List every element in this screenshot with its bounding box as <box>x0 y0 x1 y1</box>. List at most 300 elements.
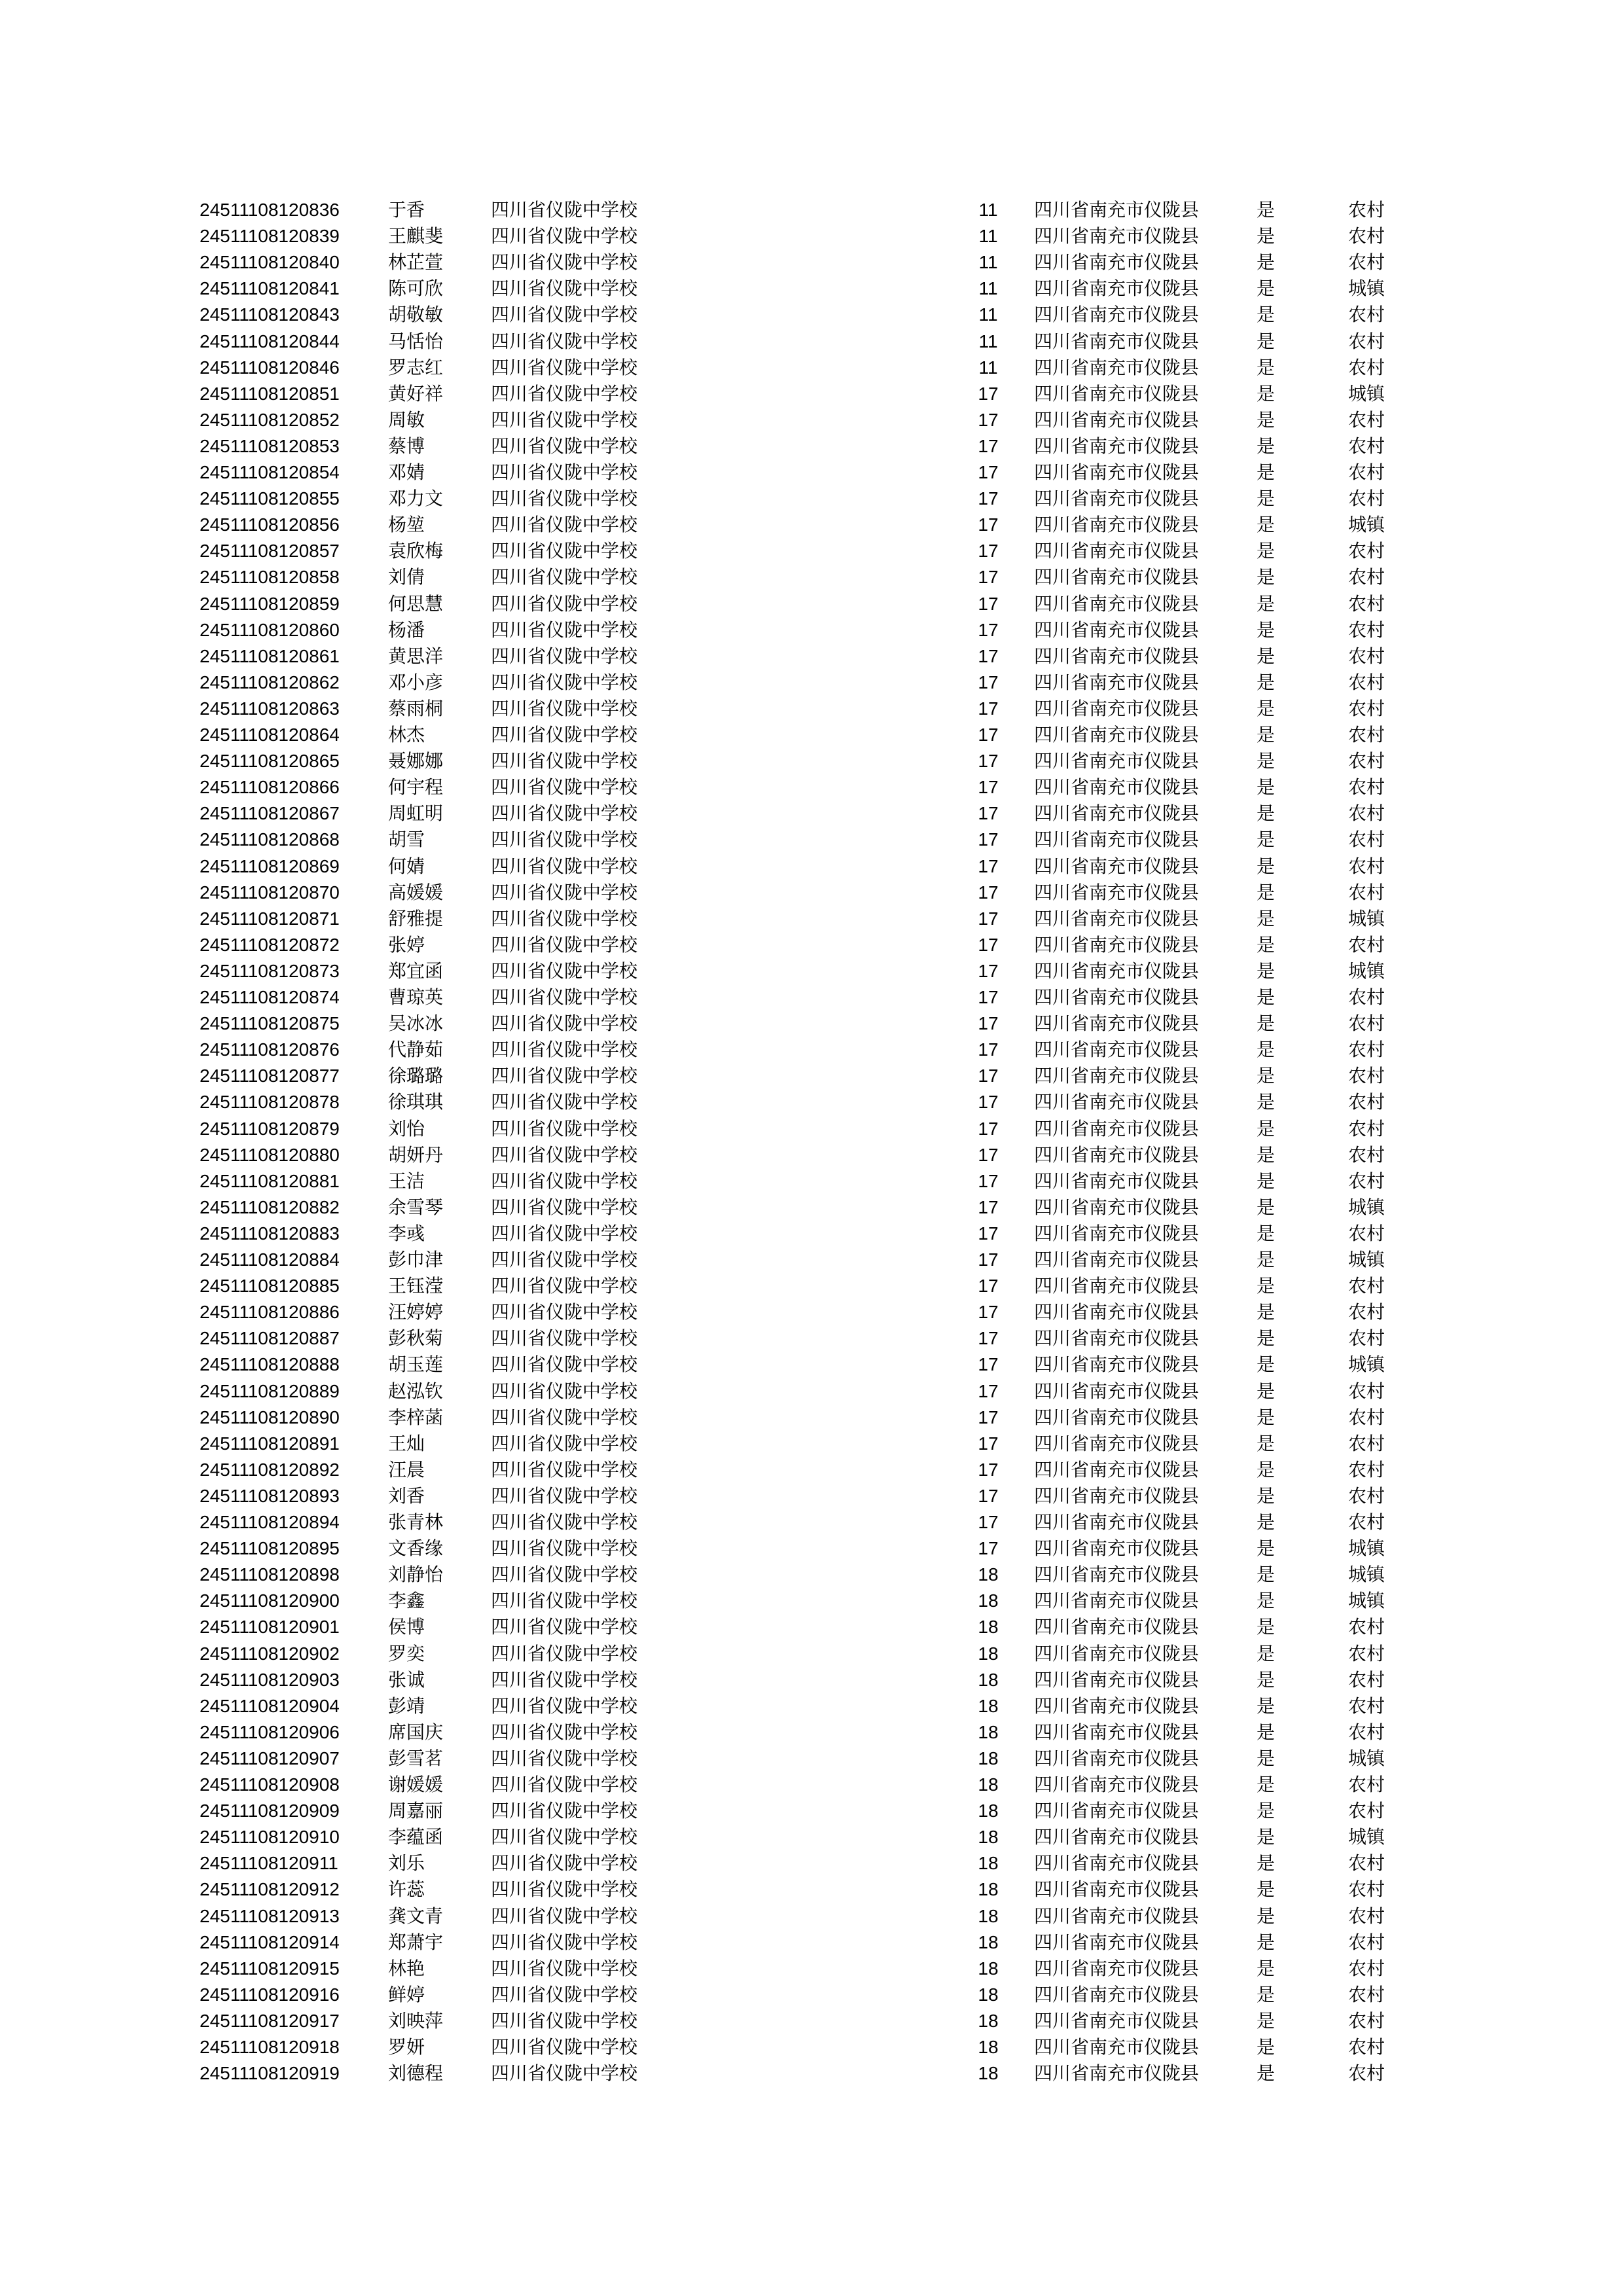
residence-type: 农村 <box>1348 1668 1385 1691</box>
student-id: 24511108120918 <box>200 2037 340 2057</box>
table-row <box>0 1405 1623 1431</box>
home-address: 四川省南充市仪陇县 <box>1034 514 1200 536</box>
student-id: 24511108120878 <box>200 1092 340 1113</box>
student-name: 何宇程 <box>388 776 444 798</box>
residence-type: 农村 <box>1348 1695 1385 1717</box>
student-name: 杨潘 <box>388 619 425 641</box>
grade-code: 18 <box>978 1879 999 1900</box>
student-id: 24511108120873 <box>200 960 340 981</box>
eligible-flag: 是 <box>1257 1143 1275 1166</box>
home-address: 四川省南充市仪陇县 <box>1034 802 1200 825</box>
residence-type: 农村 <box>1348 566 1385 588</box>
grade-code: 17 <box>978 1538 999 1559</box>
residence-type: 农村 <box>1348 1931 1385 1953</box>
table-row <box>0 1956 1623 1982</box>
student-name: 文香缘 <box>388 1537 444 1560</box>
eligible-flag: 是 <box>1257 2009 1275 2032</box>
home-address: 四川省南充市仪陇县 <box>1034 1957 1200 1979</box>
eligible-flag: 是 <box>1257 1590 1275 1612</box>
student-id: 24511108120872 <box>200 934 340 955</box>
eligible-flag: 是 <box>1257 2062 1275 2085</box>
grade-code: 17 <box>978 1249 999 1270</box>
eligible-flag: 是 <box>1257 907 1275 929</box>
student-name: 刘香 <box>388 1484 425 1507</box>
table-row <box>0 984 1623 1011</box>
table-row <box>0 1562 1623 1588</box>
student-id: 24511108120854 <box>200 462 340 482</box>
residence-type: 农村 <box>1348 724 1385 745</box>
home-address: 四川省南充市仪陇县 <box>1034 1327 1200 1350</box>
eligible-flag: 是 <box>1257 1249 1275 1270</box>
home-address: 四川省南充市仪陇县 <box>1034 776 1200 798</box>
home-address: 四川省南充市仪陇县 <box>1034 1747 1200 1769</box>
student-name: 罗奕 <box>388 1642 425 1664</box>
table-row <box>0 276 1623 302</box>
residence-type: 农村 <box>1348 1432 1385 1454</box>
grade-code: 18 <box>978 1669 999 1690</box>
student-id: 24511108120836 <box>200 200 340 220</box>
table-row <box>0 1483 1623 1509</box>
student-name: 谢媛媛 <box>388 1774 444 1795</box>
home-address: 四川省南充市仪陇县 <box>1034 225 1200 247</box>
home-address: 四川省南充市仪陇县 <box>1034 933 1200 956</box>
home-address: 四川省南充市仪陇县 <box>1034 1301 1200 1323</box>
home-address: 四川省南充市仪陇县 <box>1034 645 1200 667</box>
table-row <box>0 1824 1623 1850</box>
student-name: 郑萧宇 <box>388 1931 444 1953</box>
grade-code: 17 <box>978 1512 999 1532</box>
school-name: 四川省仪陇中学校 <box>491 1275 638 1297</box>
grade-code: 17 <box>978 1013 999 1034</box>
student-name: 汪婷婷 <box>388 1301 444 1323</box>
residence-type: 农村 <box>1348 304 1385 326</box>
school-name: 四川省仪陇中学校 <box>491 881 638 903</box>
student-name: 刘怡 <box>388 1117 425 1139</box>
home-address: 四川省南充市仪陇县 <box>1034 1642 1200 1664</box>
eligible-flag: 是 <box>1257 1511 1275 1533</box>
eligible-flag: 是 <box>1257 829 1275 851</box>
table-row <box>0 459 1623 486</box>
residence-type: 农村 <box>1348 1275 1385 1297</box>
student-id: 24511108120908 <box>200 1774 340 1795</box>
student-name: 李梓菡 <box>388 1406 444 1428</box>
student-id: 24511108120919 <box>200 2063 340 2084</box>
school-name: 四川省仪陇中学校 <box>491 251 638 274</box>
eligible-flag: 是 <box>1257 1091 1275 1113</box>
school-name: 四川省仪陇中学校 <box>491 1065 638 1087</box>
home-address: 四川省南充市仪陇县 <box>1034 435 1200 457</box>
residence-type: 农村 <box>1348 1878 1385 1901</box>
student-name: 李蕴函 <box>388 1826 444 1848</box>
student-id: 24511108120886 <box>200 1302 340 1323</box>
residence-type: 农村 <box>1348 776 1385 798</box>
home-address: 四川省南充市仪陇县 <box>1034 1564 1200 1586</box>
home-address: 四川省南充市仪陇县 <box>1034 408 1200 431</box>
eligible-flag: 是 <box>1257 855 1275 877</box>
grade-code: 17 <box>978 777 999 798</box>
grade-code: 11 <box>978 304 998 325</box>
grade-code: 18 <box>978 1590 999 1611</box>
home-address: 四川省南充市仪陇县 <box>1034 1013 1200 1035</box>
residence-type: 农村 <box>1348 829 1385 851</box>
residence-type: 农村 <box>1348 933 1385 956</box>
home-address: 四川省南充市仪陇县 <box>1034 1432 1200 1454</box>
school-name: 四川省仪陇中学校 <box>491 461 638 483</box>
residence-type: 农村 <box>1348 1065 1385 1087</box>
eligible-flag: 是 <box>1257 802 1275 825</box>
home-address: 四川省南充市仪陇县 <box>1034 960 1200 982</box>
student-id: 24511108120861 <box>200 645 340 666</box>
eligible-flag: 是 <box>1257 1721 1275 1743</box>
school-name: 四川省仪陇中学校 <box>491 1380 638 1402</box>
student-name: 侯博 <box>388 1616 425 1638</box>
student-id: 24511108120840 <box>200 252 340 273</box>
school-name: 四川省仪陇中学校 <box>491 671 638 693</box>
eligible-flag: 是 <box>1257 697 1275 719</box>
student-id: 24511108120885 <box>200 1276 340 1297</box>
school-name: 四川省仪陇中学校 <box>491 1117 638 1139</box>
school-name: 四川省仪陇中学校 <box>491 1170 638 1192</box>
student-id: 24511108120891 <box>200 1433 340 1454</box>
eligible-flag: 是 <box>1257 1564 1275 1586</box>
student-name: 胡玉莲 <box>388 1354 444 1376</box>
home-address: 四川省南充市仪陇县 <box>1034 2009 1200 2032</box>
eligible-flag: 是 <box>1257 645 1275 667</box>
student-name: 龚文青 <box>388 1905 444 1927</box>
eligible-flag: 是 <box>1257 514 1275 536</box>
residence-type: 农村 <box>1348 2062 1385 2085</box>
residence-type: 农村 <box>1348 986 1385 1008</box>
school-name: 四川省仪陇中学校 <box>491 1668 638 1691</box>
residence-type: 农村 <box>1348 1222 1385 1244</box>
residence-type: 农村 <box>1348 1327 1385 1350</box>
home-address: 四川省南充市仪陇县 <box>1034 1931 1200 1953</box>
residence-type: 城镇 <box>1348 960 1385 982</box>
grade-code: 17 <box>978 882 999 903</box>
residence-type: 农村 <box>1348 199 1385 221</box>
grade-code: 17 <box>978 1459 999 1480</box>
eligible-flag: 是 <box>1257 1905 1275 1927</box>
table-row <box>0 1089 1623 1115</box>
eligible-flag: 是 <box>1257 1695 1275 1717</box>
table-row <box>0 1614 1623 1640</box>
home-address: 四川省南充市仪陇县 <box>1034 1039 1200 1061</box>
residence-type: 农村 <box>1348 251 1385 274</box>
school-name: 四川省仪陇中学校 <box>491 986 638 1008</box>
home-address: 四川省南充市仪陇县 <box>1034 2036 1200 2058</box>
residence-type: 农村 <box>1348 697 1385 719</box>
table-row <box>0 906 1623 932</box>
eligible-flag: 是 <box>1257 1196 1275 1218</box>
student-id: 24511108120906 <box>200 1721 340 1742</box>
grade-code: 17 <box>978 1380 999 1401</box>
grade-code: 17 <box>978 960 999 981</box>
student-name: 邓力文 <box>388 488 444 510</box>
school-name: 四川省仪陇中学校 <box>491 907 638 929</box>
residence-type: 城镇 <box>1348 278 1385 300</box>
eligible-flag: 是 <box>1257 671 1275 693</box>
grade-code: 17 <box>978 987 999 1007</box>
school-name: 四川省仪陇中学校 <box>491 1695 638 1717</box>
student-id: 24511108120913 <box>200 1905 340 1926</box>
table-row <box>0 1063 1623 1089</box>
residence-type: 农村 <box>1348 2036 1385 2058</box>
table-row <box>0 486 1623 512</box>
eligible-flag: 是 <box>1257 1039 1275 1061</box>
home-address: 四川省南充市仪陇县 <box>1034 382 1200 404</box>
eligible-flag: 是 <box>1257 566 1275 588</box>
home-address: 四川省南充市仪陇县 <box>1034 566 1200 588</box>
student-name: 舒雅提 <box>388 907 444 929</box>
student-name: 王钰滢 <box>388 1275 444 1297</box>
eligible-flag: 是 <box>1257 1301 1275 1323</box>
student-name: 罗志红 <box>388 356 444 378</box>
residence-type: 农村 <box>1348 1117 1385 1139</box>
table-row <box>0 853 1623 880</box>
residence-type: 农村 <box>1348 750 1385 772</box>
grade-code: 17 <box>978 1196 999 1217</box>
student-id: 24511108120879 <box>200 1118 340 1139</box>
student-name: 刘静怡 <box>388 1564 444 1586</box>
grade-code: 17 <box>978 488 999 509</box>
student-name: 王灿 <box>388 1432 425 1454</box>
residence-type: 农村 <box>1348 2009 1385 2032</box>
home-address: 四川省南充市仪陇县 <box>1034 1721 1200 1743</box>
eligible-flag: 是 <box>1257 1406 1275 1428</box>
residence-type: 农村 <box>1348 540 1385 562</box>
table-row <box>0 2034 1623 2060</box>
home-address: 四川省南充市仪陇县 <box>1034 1249 1200 1270</box>
table-row <box>0 1641 1623 1667</box>
home-address: 四川省南充市仪陇县 <box>1034 1668 1200 1691</box>
student-id: 24511108120883 <box>200 1223 340 1244</box>
school-name: 四川省仪陇中学校 <box>491 382 638 404</box>
home-address: 四川省南充市仪陇县 <box>1034 1458 1200 1480</box>
table-row <box>0 1693 1623 1719</box>
student-id: 24511108120852 <box>200 409 340 430</box>
home-address: 四川省南充市仪陇县 <box>1034 278 1200 300</box>
grade-code: 11 <box>978 226 998 247</box>
grade-code: 17 <box>978 672 999 692</box>
school-name: 四川省仪陇中学校 <box>491 514 638 536</box>
table-row <box>0 1509 1623 1535</box>
student-id: 24511108120870 <box>200 882 340 903</box>
residence-type: 农村 <box>1348 1800 1385 1822</box>
student-name: 余雪琴 <box>388 1196 444 1218</box>
student-id: 24511108120857 <box>200 541 340 562</box>
residence-type: 农村 <box>1348 1983 1385 2005</box>
school-name: 四川省仪陇中学校 <box>491 1249 638 1270</box>
table-row <box>0 1798 1623 1824</box>
home-address: 四川省南充市仪陇县 <box>1034 592 1200 615</box>
table-row <box>0 1431 1623 1457</box>
eligible-flag: 是 <box>1257 1222 1275 1244</box>
residence-type: 城镇 <box>1348 1537 1385 1560</box>
student-name: 蔡博 <box>388 435 425 457</box>
student-name: 周虹明 <box>388 802 444 825</box>
school-name: 四川省仪陇中学校 <box>491 330 638 352</box>
grade-code: 18 <box>978 2010 999 2031</box>
home-address: 四川省南充市仪陇县 <box>1034 1484 1200 1507</box>
home-address: 四川省南充市仪陇县 <box>1034 1983 1200 2005</box>
student-id: 24511108120909 <box>200 1801 340 1821</box>
home-address: 四川省南充市仪陇县 <box>1034 1852 1200 1874</box>
grade-code: 18 <box>978 1748 999 1768</box>
eligible-flag: 是 <box>1257 382 1275 404</box>
residence-type: 城镇 <box>1348 1590 1385 1612</box>
residence-type: 城镇 <box>1348 1249 1385 1270</box>
school-name: 四川省仪陇中学校 <box>491 199 638 221</box>
table-row <box>0 1903 1623 1929</box>
eligible-flag: 是 <box>1257 776 1275 798</box>
school-name: 四川省仪陇中学校 <box>491 776 638 798</box>
school-name: 四川省仪陇中学校 <box>491 1747 638 1769</box>
student-id: 24511108120858 <box>200 567 340 588</box>
grade-code: 11 <box>978 200 998 220</box>
student-name: 马恬怡 <box>388 330 444 352</box>
student-name: 许蕊 <box>388 1878 425 1901</box>
student-id: 24511108120853 <box>200 435 340 456</box>
table-row <box>0 512 1623 538</box>
student-name: 代静茹 <box>388 1039 444 1061</box>
student-id: 24511108120895 <box>200 1538 340 1559</box>
grade-code: 17 <box>978 435 999 456</box>
student-id: 24511108120917 <box>200 2010 340 2031</box>
student-id: 24511108120911 <box>200 1853 338 1874</box>
student-name: 王洁 <box>388 1170 425 1192</box>
grade-code: 17 <box>978 829 999 850</box>
grade-code: 18 <box>978 1801 999 1821</box>
student-name: 何思慧 <box>388 592 444 615</box>
student-id: 24511108120894 <box>200 1512 340 1532</box>
grade-code: 17 <box>978 619 999 640</box>
table-row <box>0 670 1623 696</box>
school-name: 四川省仪陇中学校 <box>491 1852 638 1874</box>
residence-type: 农村 <box>1348 488 1385 510</box>
student-id: 24511108120907 <box>200 1748 340 1768</box>
eligible-flag: 是 <box>1257 724 1275 745</box>
home-address: 四川省南充市仪陇县 <box>1034 1065 1200 1087</box>
table-row <box>0 1194 1623 1221</box>
student-id: 24511108120893 <box>200 1485 340 1506</box>
home-address: 四川省南充市仪陇县 <box>1034 1117 1200 1139</box>
grade-code: 17 <box>978 1485 999 1506</box>
grade-code: 17 <box>978 1066 999 1086</box>
home-address: 四川省南充市仪陇县 <box>1034 1511 1200 1533</box>
eligible-flag: 是 <box>1257 1747 1275 1769</box>
table-row <box>0 538 1623 564</box>
residence-type: 农村 <box>1348 1039 1385 1061</box>
student-id: 24511108120862 <box>200 672 340 692</box>
residence-type: 城镇 <box>1348 1564 1385 1586</box>
school-name: 四川省仪陇中学校 <box>491 540 638 562</box>
table-row <box>0 1037 1623 1063</box>
school-name: 四川省仪陇中学校 <box>491 1354 638 1376</box>
school-name: 四川省仪陇中学校 <box>491 1196 638 1218</box>
home-address: 四川省南充市仪陇县 <box>1034 1170 1200 1192</box>
home-address: 四川省南充市仪陇县 <box>1034 304 1200 326</box>
home-address: 四川省南充市仪陇县 <box>1034 199 1200 221</box>
eligible-flag: 是 <box>1257 1458 1275 1480</box>
student-id: 24511108120860 <box>200 619 340 640</box>
grade-code: 17 <box>978 409 999 430</box>
grade-code: 18 <box>978 1958 999 1979</box>
home-address: 四川省南充市仪陇县 <box>1034 1878 1200 1901</box>
student-id: 24511108120904 <box>200 1695 340 1716</box>
eligible-flag: 是 <box>1257 540 1275 562</box>
school-name: 四川省仪陇中学校 <box>491 1826 638 1848</box>
home-address: 四川省南充市仪陇县 <box>1034 356 1200 378</box>
residence-type: 农村 <box>1348 1301 1385 1323</box>
school-name: 四川省仪陇中学校 <box>491 802 638 825</box>
grade-code: 11 <box>978 252 998 273</box>
table-row <box>0 1221 1623 1247</box>
residence-type: 农村 <box>1348 435 1385 457</box>
home-address: 四川省南充市仪陇县 <box>1034 881 1200 903</box>
home-address: 四川省南充市仪陇县 <box>1034 1143 1200 1166</box>
student-id: 24511108120884 <box>200 1249 340 1270</box>
table-row <box>0 696 1623 722</box>
school-name: 四川省仪陇中学校 <box>491 2036 638 2058</box>
school-name: 四川省仪陇中学校 <box>491 1642 638 1664</box>
eligible-flag: 是 <box>1257 1878 1275 1901</box>
student-name: 彭靖 <box>388 1695 425 1717</box>
student-id: 24511108120902 <box>200 1643 340 1664</box>
residence-type: 农村 <box>1348 1616 1385 1638</box>
grade-code: 18 <box>978 1984 999 2005</box>
table-row <box>0 748 1623 774</box>
student-id: 24511108120892 <box>200 1459 340 1480</box>
eligible-flag: 是 <box>1257 1537 1275 1560</box>
home-address: 四川省南充市仪陇县 <box>1034 907 1200 929</box>
school-name: 四川省仪陇中学校 <box>491 750 638 772</box>
eligible-flag: 是 <box>1257 881 1275 903</box>
residence-type: 农村 <box>1348 1511 1385 1533</box>
grade-code: 18 <box>978 1853 999 1874</box>
eligible-flag: 是 <box>1257 330 1275 352</box>
eligible-flag: 是 <box>1257 1380 1275 1402</box>
table-row <box>0 1011 1623 1037</box>
eligible-flag: 是 <box>1257 2036 1275 2058</box>
table-row <box>0 1719 1623 1746</box>
school-name: 四川省仪陇中学校 <box>491 488 638 510</box>
school-name: 四川省仪陇中学校 <box>491 1327 638 1350</box>
school-name: 四川省仪陇中学校 <box>491 1721 638 1743</box>
home-address: 四川省南充市仪陇县 <box>1034 619 1200 641</box>
student-name: 于香 <box>388 199 425 221</box>
eligible-flag: 是 <box>1257 933 1275 956</box>
student-id: 24511108120901 <box>200 1617 340 1638</box>
residence-type: 农村 <box>1348 671 1385 693</box>
table-row <box>0 1982 1623 2008</box>
grade-code: 18 <box>978 1827 999 1848</box>
student-id: 24511108120898 <box>200 1564 340 1585</box>
grade-code: 17 <box>978 1092 999 1113</box>
student-name: 彭巾津 <box>388 1249 444 1270</box>
home-address: 四川省南充市仪陇县 <box>1034 2062 1200 2085</box>
grade-code: 17 <box>978 803 999 824</box>
grade-code: 18 <box>978 1643 999 1664</box>
student-name: 彭秋菊 <box>388 1327 444 1350</box>
school-name: 四川省仪陇中学校 <box>491 225 638 247</box>
home-address: 四川省南充市仪陇县 <box>1034 330 1200 352</box>
residence-type: 农村 <box>1348 592 1385 615</box>
grade-code: 18 <box>978 2063 999 2084</box>
table-row <box>0 774 1623 800</box>
school-name: 四川省仪陇中学校 <box>491 1800 638 1822</box>
eligible-flag: 是 <box>1257 1432 1275 1454</box>
grade-code: 11 <box>978 331 998 351</box>
